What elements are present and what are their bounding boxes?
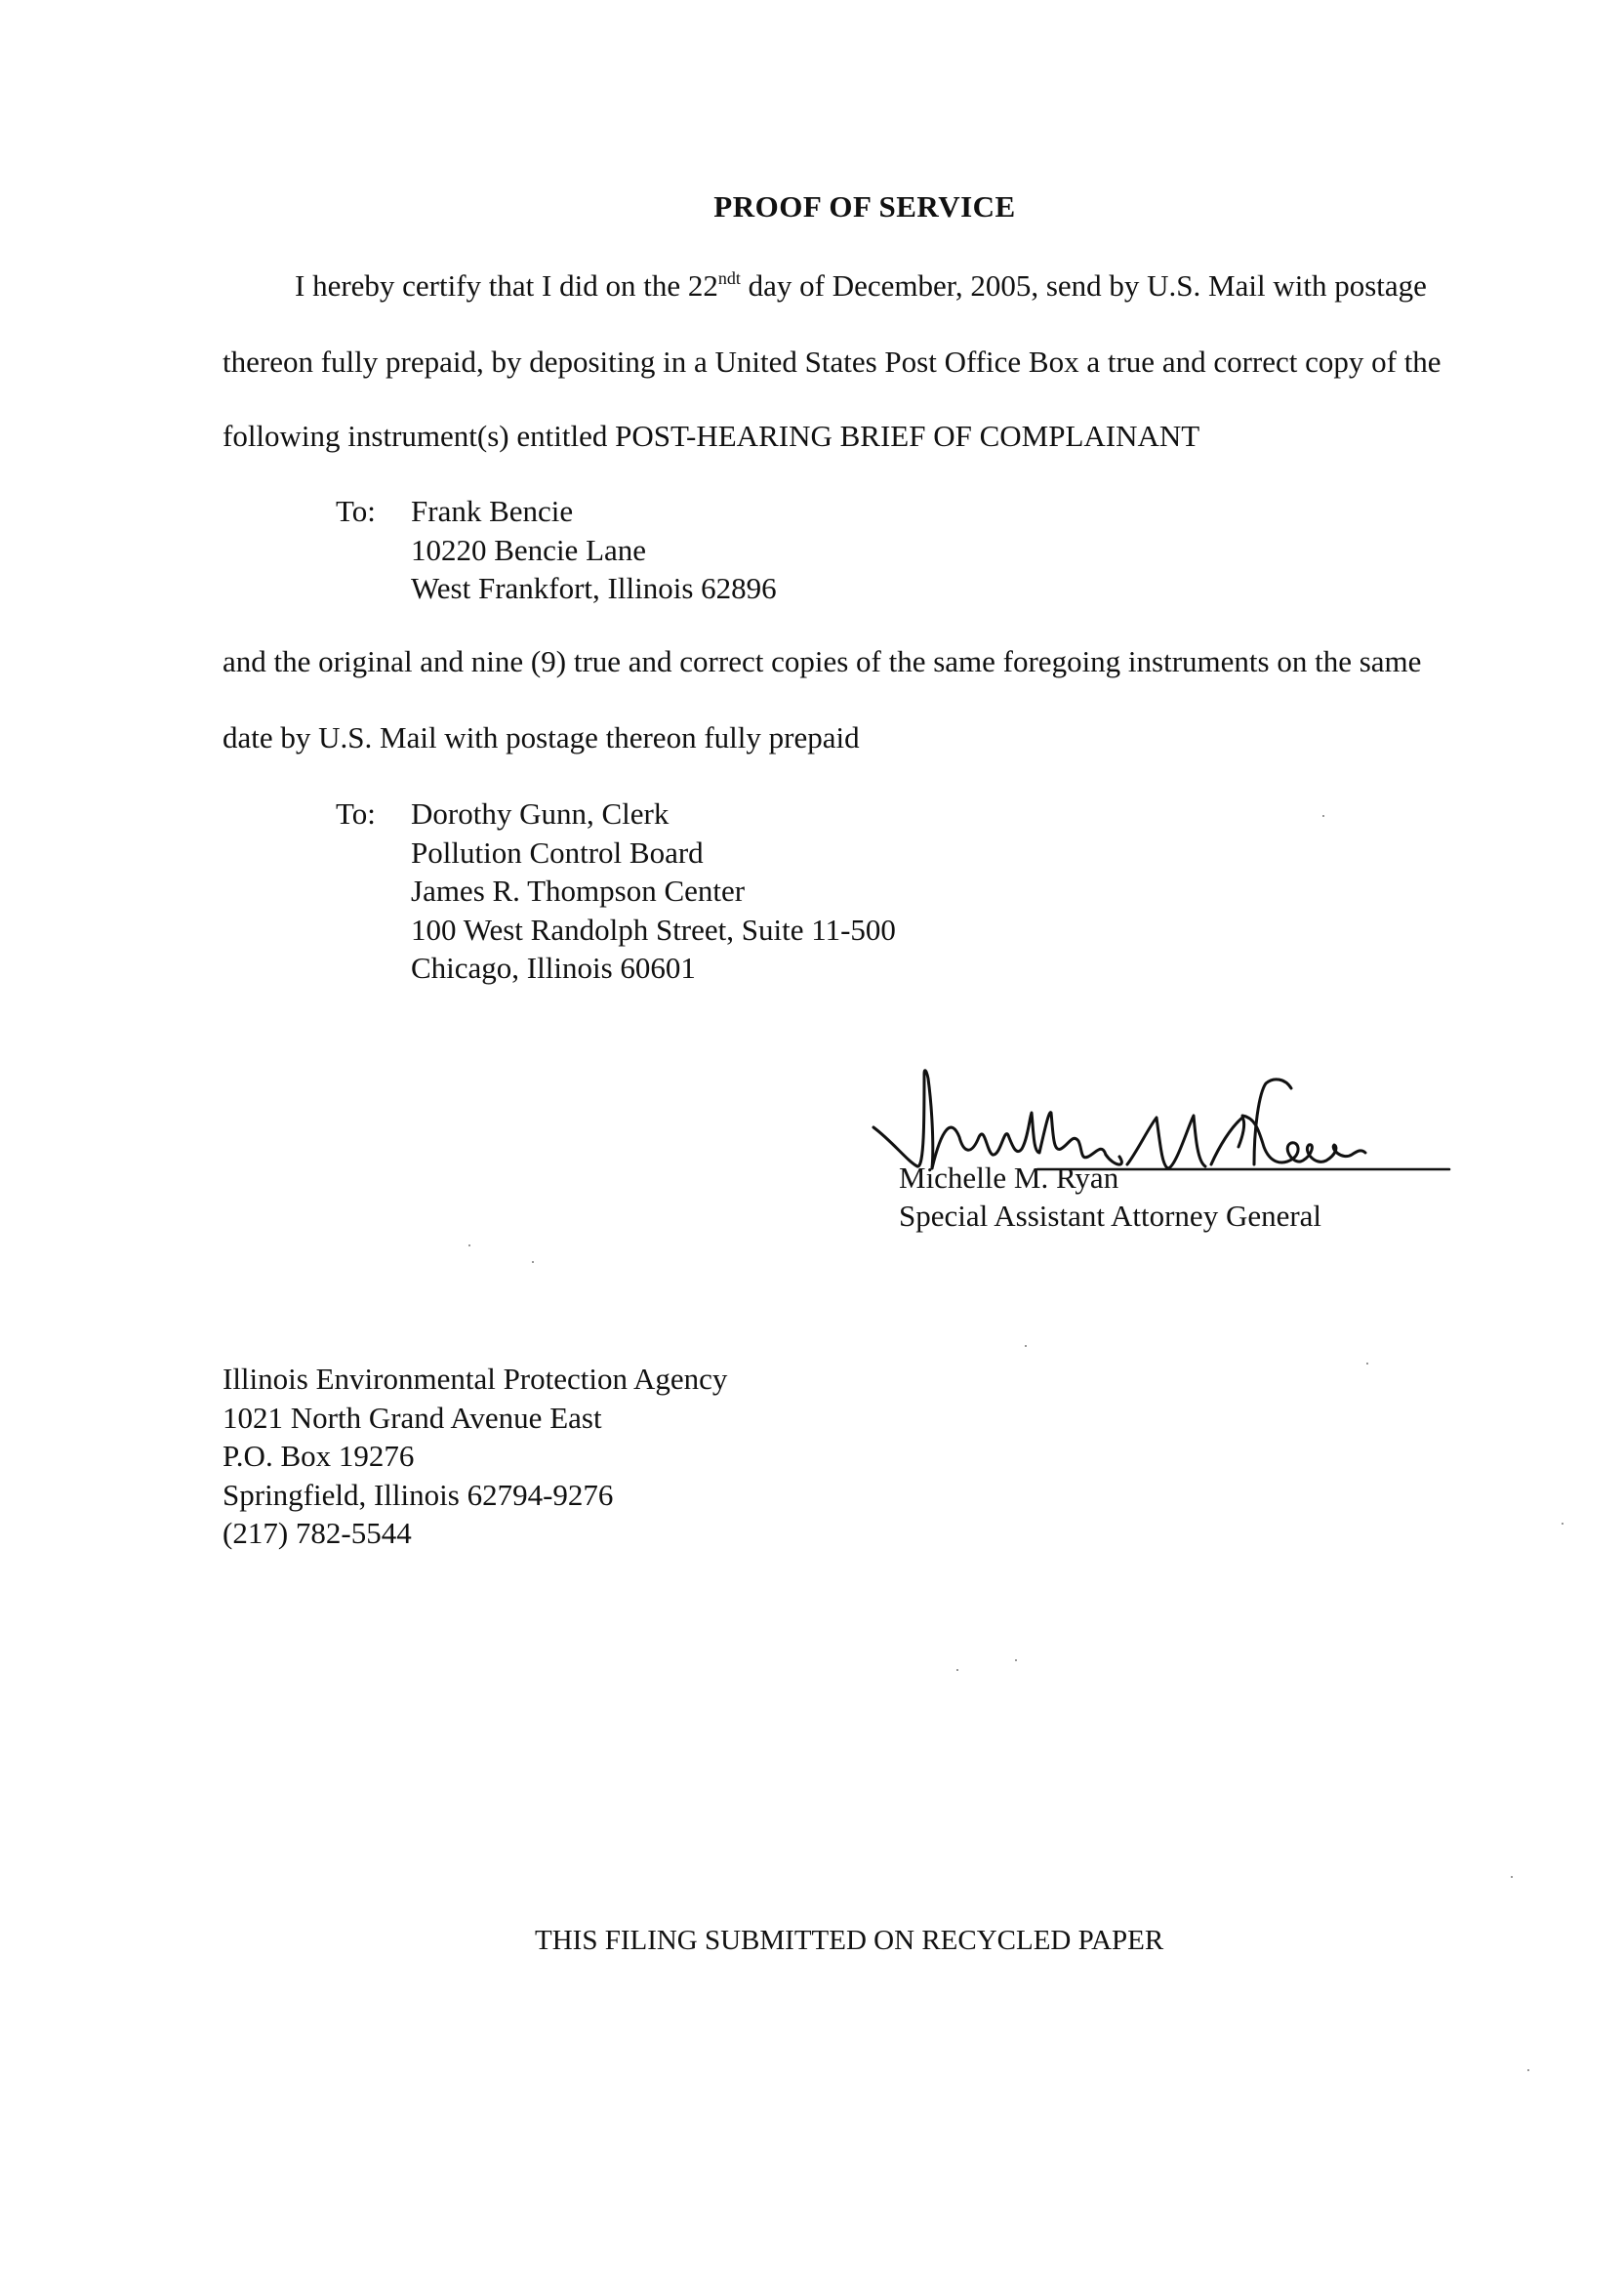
agency-line: 1021 North Grand Avenue East [223, 1400, 602, 1435]
recipient-2-line: Chicago, Illinois 60601 [411, 951, 696, 985]
certification-text-a: I hereby certify that I did on the 22 [295, 268, 718, 303]
scan-speck [1025, 1345, 1027, 1347]
agency-line: P.O. Box 19276 [223, 1439, 415, 1473]
scan-speck [1322, 815, 1324, 817]
scan-speck [532, 1261, 534, 1263]
certification-line-2: thereon fully prepaid, by depositing in a United States Post Office Box a true and correct copy of the [223, 345, 1441, 379]
agency-line: Illinois Environmental Protection Agency [223, 1362, 728, 1396]
certification-line-3: following instrument(s) entitled POST-HEARING BRIEF OF COMPLAINANT [223, 419, 1200, 453]
document-title: PROOF OF SERVICE [713, 189, 1016, 224]
scan-speck [1511, 1876, 1513, 1878]
recipient-2-line: Dorothy Gunn, Clerk [411, 796, 670, 831]
agency-line: Springfield, Illinois 62794-9276 [223, 1477, 614, 1512]
copies-line-2: date by U.S. Mail with postage thereon fully prepaid [223, 720, 860, 754]
recipient-1-address [411, 492, 777, 608]
recipient-2-address [411, 795, 896, 988]
recipient-1-line: West Frankfort, Illinois 62896 [411, 571, 777, 605]
agency-address [223, 1360, 727, 1553]
signer-name: Michelle M. Ryan [899, 1161, 1119, 1195]
scan-speck [468, 1244, 470, 1246]
certification-line-1 [295, 266, 1427, 306]
recipient-1-line: 10220 Bencie Lane [411, 532, 647, 567]
signer-title: Special Assistant Attorney General [899, 1199, 1322, 1233]
scan-speck [1562, 1523, 1563, 1525]
scan-speck [1366, 1363, 1368, 1365]
recipient-2-line: 100 West Randolph Street, Suite 11-500 [411, 912, 896, 947]
certification-text-b: day of December, 2005, send by U.S. Mail with postage [740, 268, 1427, 303]
recipient-2-line: James R. Thompson Center [411, 874, 746, 908]
copies-line-1: and the original and nine (9) true and correct copies of the same foregoing instruments on the same [223, 644, 1422, 678]
recipient-2-to-label: To: [336, 796, 376, 831]
recycled-paper-notice: THIS FILING SUBMITTED ON RECYCLED PAPER [535, 1925, 1164, 1956]
scan-speck [956, 1669, 958, 1671]
recipient-1-to-label: To: [336, 494, 376, 528]
recipient-1-line: Frank Bencie [411, 494, 574, 528]
agency-line: (217) 782-5544 [223, 1516, 412, 1550]
ordinal-suffix: ndt [717, 268, 741, 288]
scan-speck [1015, 1659, 1017, 1661]
scan-speck [1527, 2069, 1529, 2071]
recipient-2-line: Pollution Control Board [411, 835, 704, 870]
